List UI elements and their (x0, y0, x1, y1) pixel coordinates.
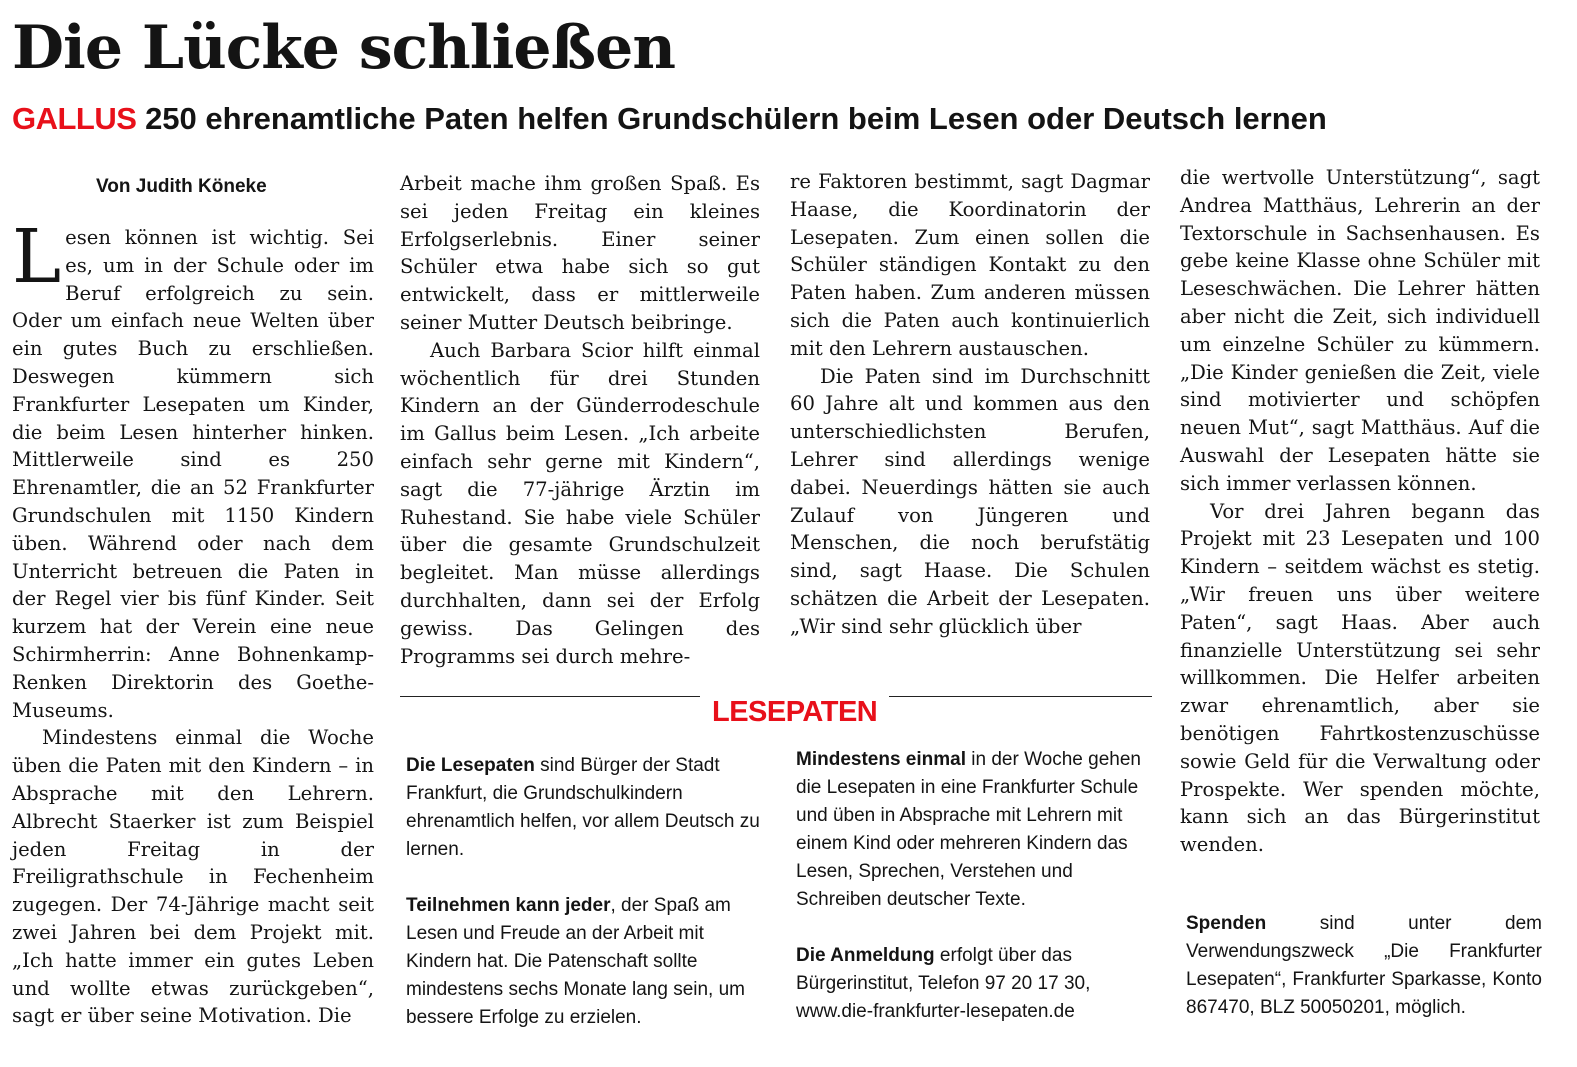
paragraph-1 (12, 214, 374, 724)
info-item (406, 752, 766, 864)
paragraph-8: Vor drei Jahren begann das Projekt mit 23 Lesepaten und 100 Kindern – seitdem wächst es stetig. „Wir freuen uns über weitere Paten“, sagt Haas. Aber auch finanzielle Unterstützung sei sehr willkommen. Die Helfer arbeiten zwar ehrenamtlich, aber sie benötigen Fahrtkostenzuschüsse sowie Geld für die Verwaltung oder Prospekte. Wer spenden möchte, kann sich an das Bürgerinstitut wenden. (1180, 499, 1540, 857)
article-column-4 (1180, 164, 1540, 859)
info-item-lead: Mindestens einmal (796, 749, 966, 770)
kicker: GALLUS (12, 101, 137, 136)
infobox-column-2 (796, 746, 1156, 1054)
info-item (796, 746, 1156, 914)
paragraph-2: Mindestens einmal die Woche üben die Paten mit den Kindern – in Absprache mit den Lehrern. Albrecht Staerker ist zum Beispiel jeden Freitag in der Freiligrathschule in Fechenheim zugegen. Der 74-Jährige macht seit zwei Jahren bei dem Projekt mit. „Ich hatte immer ein gutes Leben und wollte etwas zurückgeben“, sagt er über seine Motivation. Die (12, 726, 374, 1028)
donation-note (1186, 910, 1542, 1022)
headline: Die Lücke schließen (12, 13, 675, 83)
byline: Von Judith Köneke (96, 176, 267, 197)
info-item (796, 942, 1156, 1026)
paragraph-4: Auch Barbara Scior hilft einmal wöchentlich für drei Stunden Kindern an der Günderrodeschule im Gallus beim Lesen. „Ich arbeite einfach sehr gerne mit Kindern“, sagt die 77-jährige Ärztin im Ruhestand. Sie habe viele Schüler über die gesamte Grundschulzeit begleitet. Man müsse allerdings durchhalten, dann sei der Erfolg gewiss. Das Gelingen des Programms sei durch mehre- (400, 338, 760, 668)
subheadline: 250 ehrenamtliche Paten helfen Grundschülern beim Lesen oder Deutsch lernen (145, 101, 1327, 136)
paragraph-6: Die Paten sind im Durchschnitt 60 Jahre alt und kommen aus den unterschiedlichsten Berufen, Lehrer sind allerdings wenige dabei. Neuerdings hätten sie auch Zulauf von Jüngeren und Menschen, die noch berufstätig sind, sagt Haase. Die Schulen schätzen die Arbeit der Lesepaten. „Wir sind sehr glücklich über (790, 364, 1150, 638)
paragraph-3: Arbeit mache ihm großen Spaß. Es sei jeden Freitag ein kleines Erfolgserlebnis. Einer seiner Schüler etwa habe sich so gut entwickelt, dass er mittlerweile seiner Mutter Deutsch beibringe. (400, 172, 760, 334)
paragraph-1-text: esen können ist wichtig. Sei es, um in der Schule oder im Beruf erfolgreich zu sein. Oder um einfach neue Welten über ein gutes Buch zu erschließen. Deswegen kümmern sich Frankfurter Lesepaten um Kinder, die beim Lesen hinterher hinken. Mittlerweile sind es 250 Ehrenamtler, die an 52 Frankfurter Grundschulen mit 1150 Kindern üben. Während oder nach dem Unterricht betreuen die Paten in der Regel vier bis fünf Kinder. Seit kurzem hat der Verein eine neue Schirmherrin: Anne Bohnenkamp-Renken Direktorin des Goethe-Museums. (12, 226, 374, 722)
infobox-title: LESEPATEN (700, 692, 889, 732)
dropcap: L (12, 214, 62, 300)
article-column-1 (12, 172, 374, 1030)
info-item-lead: Teilnehmen kann jeder (406, 895, 611, 916)
paragraph-5: re Faktoren bestimmt, sagt Dagmar Haase, die Koordinatorin der Lesepaten. Zum einen sollen die Schüler ständigen Kontakt zu den Paten haben. Zum anderen müssen sich die Paten auch kontinuierlich mit den Lehrern austauschen. (790, 170, 1150, 360)
subheadline-line (12, 96, 1327, 142)
article-column-2 (400, 170, 760, 670)
info-item-text: sind Bürger der Stadt Frankfurt, die Grundschulkindern ehrenamtlich helfen, vor allem Deutsch zu lernen. (406, 755, 760, 860)
donation-text: sind unter dem Verwendungszweck „Die Frankfurter Lesepaten“, Frankfurter Sparkasse, Konto 867470, BLZ 50050201, möglich. (1186, 913, 1542, 1018)
donation-lead: Spenden (1186, 913, 1267, 934)
info-item-lead: Die Anmeldung (796, 945, 935, 966)
info-item-lead: Die Lesepaten (406, 755, 535, 776)
info-item-text: , der Spaß am Lesen und Freude an der Arbeit mit Kindern hat. Die Patenschaft sollte mindestens sechs Monate lang sein, um bessere Erfolge zu erzielen. (406, 895, 746, 1028)
paragraph-7: die wertvolle Unterstützung“, sagt Andrea Matthäus, Lehrerin an der Textorschule in Sachsenhausen. Es gebe keine Klasse ohne Schüler mit Leseschwächen. Die Lehrer hätten aber nicht die Zeit, sich individuell um einzelne Schüler zu kümmern. „Die Kinder genießen die Zeit, viele sind motivierter und schöpfen neuen Mut“, sagt Matthäus. Auf die Auswahl der Lesepaten hätte sie sich immer verlassen können. (1180, 166, 1540, 495)
info-item-text: in der Woche gehen die Lesepaten in eine Frankfurter Schule und üben in Absprache mit Lehrern mit einem Kind oder mehreren Kindern das Lesen, Sprechen, Verstehen und Schreiben deutscher Texte. (796, 749, 1141, 910)
infobox-column-1 (406, 752, 766, 1060)
article-column-3 (790, 168, 1150, 641)
info-item (406, 892, 766, 1032)
info-item-text: erfolgt über das Bürgerinstitut, Telefon 97 20 17 30, www.die-frankfurter-lesepaten.de (796, 945, 1091, 1022)
